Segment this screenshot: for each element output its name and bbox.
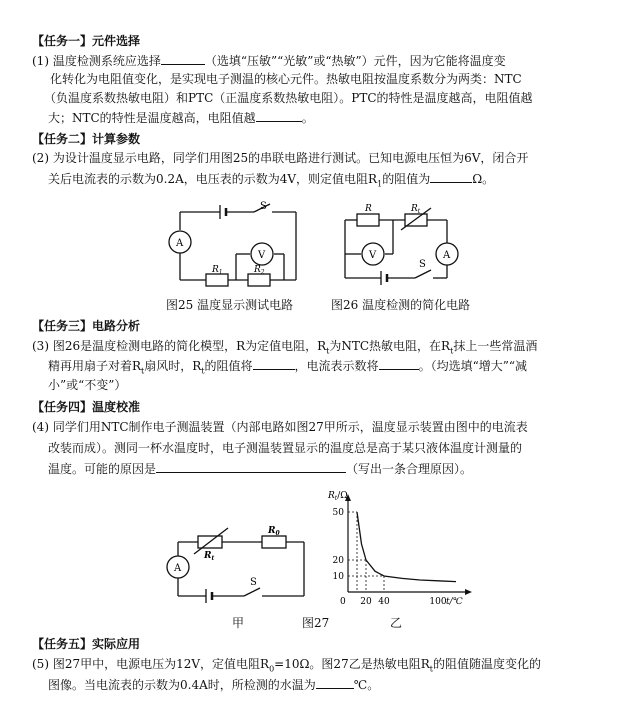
switch-blade [415,270,431,278]
task5-text-c: 的阻值随温度变化的 [432,657,541,671]
task3-text-a: (3) 图26是温度检测电路的简化模型，R为定值电阻，R [32,339,327,353]
task2-sub: 1 [377,179,383,189]
task4-header: 【任务四】温度校准 [32,400,141,414]
task1-text-a: (1) 温度检测系统应选择 [32,54,161,68]
task1-line3: （负温度系数热敏电阻）和PTC（正温度系数热敏电阻）。PTC的特性是温度越高，电阻值越 [44,91,533,105]
task5-text-d: 图像。当电流表的示数为0.4A时，所检测的水温为 [48,678,316,692]
task3-sub-4: t [201,366,205,376]
task3-sub-2: t [450,346,454,356]
task1-line1 [32,52,506,69]
label-r1: $R_1$ [212,265,223,276]
figure-27-right-label: 乙 [390,616,403,630]
y-tick-label: 10 [332,572,344,582]
task4-line3 [48,460,472,477]
resistor-r0 [262,536,286,548]
task2-line2 [48,170,494,192]
task3-text-e: 扇风时，R [144,359,202,373]
task2-header: 【任务二】计算参数 [32,132,141,146]
figure-26-caption: 图26 温度检测的简化电路 [331,298,471,312]
y-tick-label: 20 [332,556,344,566]
task5-text-a: (5) 图27甲中，电源电压为12V，定值电阻R [32,657,270,671]
graph-y-label: $R_t/\Omega$ [328,491,348,502]
task2-text-a: 关后电流表的示数为0.2A，电压表的示数为4V，则定值电阻R [48,172,378,186]
figure-27-caption: 图27 [302,616,330,630]
resistor-r1 [206,274,228,286]
answer-blank-6[interactable] [156,460,346,473]
task5-sub-0: 0 [269,664,275,674]
figure-25-caption: 图25 温度显示测试电路 [166,298,294,312]
answer-blank-2[interactable] [256,109,302,122]
label-r0: $R_0$ [268,526,280,537]
label-ammeter: A [176,238,184,249]
task1-line4 [48,109,314,126]
task3-text-c: 抹上一些常温酒 [453,339,538,353]
task3-header: 【任务三】电路分析 [32,319,141,333]
task5-header: 【任务五】实际应用 [32,637,141,651]
task3-text-d: 精再用扇子对着R [48,359,142,373]
answer-blank-1[interactable] [161,52,205,65]
label-rt: $R_t$ [411,204,421,215]
task5-sub-t: t [429,664,433,674]
label-r2: $R_2$ [254,265,265,276]
task3-text-h: 。（均选填“增大”“减 [418,359,527,373]
task1-text-c: 大；NTC的特性是温度越高，电阻值越 [48,111,256,125]
figure-27-graph [318,488,478,613]
task2-text-c: Ω。 [472,172,495,186]
task3-text-g: ，电流表示数将 [294,359,379,373]
label-switch: S [419,259,426,270]
task5-text-e: ℃。 [353,678,380,692]
task3-sub-1: t [326,346,330,356]
figure-25-circuit [170,200,310,300]
label-voltmeter: V [258,250,266,261]
task5-line2 [48,676,379,693]
task2-line1: (2) 为设计温度显示电路，同学们用图25的串联电路进行测试。已知电源电压恒为6V，闭合开 [32,151,529,165]
answer-blank-7[interactable] [316,676,354,689]
figure-27-circuit [158,522,318,612]
task5-line1 [32,656,541,677]
task1-header: 【任务一】元件选择 [32,34,141,48]
graph-origin: 0 [340,597,346,607]
label-r: R [365,204,372,214]
answer-blank-3[interactable] [430,170,472,183]
x-tick-label: 40 [378,597,390,607]
figure-27-left-label: 甲 [232,616,245,630]
task4-text-b: （写出一条合理原因）。 [346,462,473,476]
answer-blank-5[interactable] [379,357,419,370]
task4-text-a: 温度。可能的原因是 [48,462,157,476]
rt-curve [357,512,456,582]
task3-line3: 小”或“不变”） [48,378,127,392]
x-tick-label: 100 [429,597,447,607]
task5-text-b: =10Ω。图27乙是热敏电阻R [274,657,430,671]
label-ammeter: A [174,563,182,574]
task1-text-d: 。 [301,111,314,125]
task4-line2: 改装而成）。测同一杯水温度时，电子测温装置显示的温度总是高于某只液体温度计测量的 [48,441,523,455]
y-tick-label: 50 [332,508,344,518]
label-switch: S [260,201,267,212]
resistor-r [357,214,379,226]
task1-line2: 化转化为电阻值变化，是实现电子测温的核心元件。热敏电阻按温度系数分为两类：NTC [50,72,522,86]
x-axis-arrow [465,589,472,595]
figure-26-circuit [335,200,475,300]
x-tick-label: 20 [360,597,372,607]
task1-text-b: （选填“压敏”“光敏”或“热敏”）元件，因为它能将温度变 [204,54,506,68]
task3-sub-3: t [141,366,145,376]
resistor-r2 [248,274,270,286]
label-ammeter: A [443,250,451,261]
task3-text-b: 为NTC热敏电阻，在R [329,339,451,353]
task4-line1: (4) 同学们用NTC制作电子测温装置（内部电路如图27甲所示，温度显示装置由图中的电流表 [32,420,528,434]
switch-blade [244,588,260,596]
task2-text-b: 的阻值为 [382,172,431,186]
task3-text-f: 的阻值将 [204,359,253,373]
answer-blank-4[interactable] [253,357,295,370]
label-switch: S [250,577,257,588]
label-rt: $R_t$ [204,551,215,562]
label-voltmeter: V [369,250,377,261]
graph-x-label: t/℃ [446,597,463,607]
